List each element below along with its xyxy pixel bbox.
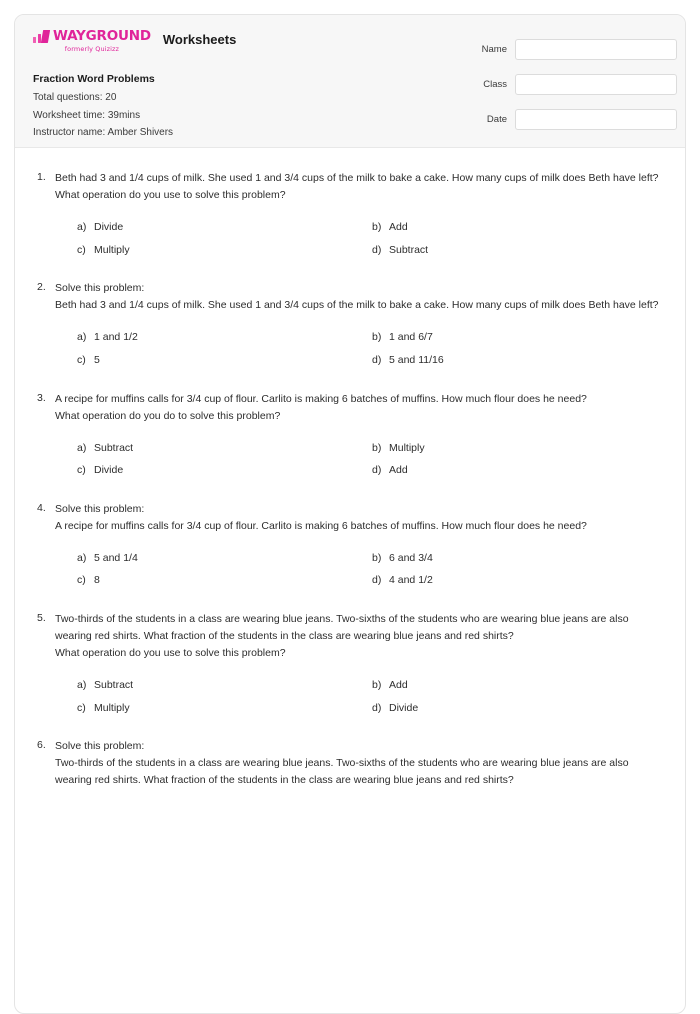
option-text: 1 and 1/2 xyxy=(94,331,138,344)
option-letter: d) xyxy=(372,574,382,587)
instructor-name: Instructor name: Amber Shivers xyxy=(33,127,174,138)
field-row-name xyxy=(447,39,677,60)
question-prompt: What operation do you do to solve this problem? xyxy=(55,409,281,422)
option-text: Subtract xyxy=(94,441,134,454)
answer-options xyxy=(55,679,667,715)
answer-option[interactable] xyxy=(77,574,372,588)
answer-option[interactable] xyxy=(77,331,372,345)
wayground-logo xyxy=(33,29,151,52)
option-letter: a) xyxy=(77,551,87,564)
option-text: 5 xyxy=(94,353,100,366)
answer-options xyxy=(55,331,667,367)
question-text: Solve this problem: xyxy=(55,740,145,753)
question-prompt: Beth had 3 and 1/4 cups of milk. She used 1 and 3/4 cups of the milk to bake a cake. How many cups of milk does Beth have left? xyxy=(55,299,659,312)
option-text: Divide xyxy=(94,464,124,477)
answer-option[interactable] xyxy=(77,552,372,566)
option-letter: c) xyxy=(77,353,86,366)
worksheet-header xyxy=(15,15,685,148)
option-text: 5 and 11/16 xyxy=(389,353,444,366)
answer-option[interactable] xyxy=(372,331,667,345)
question-text: Solve this problem: xyxy=(55,502,145,515)
option-text: 1 and 6/7 xyxy=(389,331,433,344)
answer-option[interactable] xyxy=(77,702,372,716)
option-text: 4 and 1/2 xyxy=(389,574,433,587)
total-questions: Total questions: 20 xyxy=(33,92,117,103)
option-letter: b) xyxy=(372,551,382,564)
question-number: 4. xyxy=(37,501,46,514)
option-text: 8 xyxy=(94,574,100,587)
question-number: 2. xyxy=(37,281,46,294)
field-label-class: Class xyxy=(483,79,507,90)
question-number: 6. xyxy=(37,739,46,752)
question-body xyxy=(55,280,667,367)
worksheet-title: Fraction Word Problems xyxy=(33,73,155,85)
question-text: Two-thirds of the students in a class are wearing blue jeans. Two-sixths of the students who are wearing blue jeans are also wearing red shirts. What fraction of the students in the class are wearing blue jeans and red shirts? xyxy=(55,613,629,643)
question-item xyxy=(29,611,667,715)
option-text: Divide xyxy=(389,701,419,714)
option-letter: b) xyxy=(372,679,382,692)
option-letter: d) xyxy=(372,353,382,366)
field-label-name: Name xyxy=(481,44,507,55)
option-text: Multiply xyxy=(94,701,130,714)
option-letter: a) xyxy=(77,441,87,454)
option-letter: d) xyxy=(372,701,382,714)
option-text: Multiply xyxy=(94,243,130,256)
question-item xyxy=(29,501,667,588)
question-text: A recipe for muffins calls for 3/4 cup of flour. Carlito is making 6 batches of muffins. How much flour does he need? xyxy=(55,392,587,405)
student-fields xyxy=(447,39,677,144)
answer-options xyxy=(55,442,667,478)
answer-option[interactable] xyxy=(372,702,667,716)
option-letter: c) xyxy=(77,464,86,477)
option-text: Add xyxy=(389,464,408,477)
option-text: Add xyxy=(389,679,408,692)
field-label-date: Date xyxy=(486,114,507,125)
option-letter: b) xyxy=(372,221,382,233)
worksheet-time: Worksheet time: 39mins xyxy=(33,109,141,121)
question-item xyxy=(29,170,667,257)
field-input-name[interactable] xyxy=(515,39,677,60)
question-prompt: What operation do you use to solve this problem? xyxy=(55,647,286,660)
question-body xyxy=(55,501,667,588)
questions-list xyxy=(15,148,685,789)
answer-option[interactable] xyxy=(372,552,667,566)
answer-option[interactable] xyxy=(372,679,667,693)
answer-option[interactable] xyxy=(372,464,667,478)
option-letter: c) xyxy=(77,243,86,256)
answer-option[interactable] xyxy=(77,464,372,478)
question-number: 5. xyxy=(37,612,46,625)
answer-option[interactable] xyxy=(372,354,667,368)
question-body xyxy=(55,611,667,715)
logo-wordmark: WAYGROUND xyxy=(53,28,151,44)
option-letter: a) xyxy=(77,679,87,692)
wayground-mark-icon xyxy=(33,30,50,43)
option-letter: b) xyxy=(372,441,382,454)
option-letter: c) xyxy=(77,701,86,714)
field-input-date[interactable] xyxy=(515,109,677,130)
option-text: Divide xyxy=(94,221,124,233)
question-item xyxy=(29,280,667,367)
answer-option[interactable] xyxy=(372,221,667,235)
logo-subtitle: formerly Quizizz xyxy=(64,44,120,53)
question-prompt: A recipe for muffins calls for 3/4 cup of flour. Carlito is making 6 batches of muffins. How much flour does he need? xyxy=(55,519,587,532)
option-letter: b) xyxy=(372,331,382,344)
option-letter: d) xyxy=(372,243,382,256)
option-letter: c) xyxy=(77,574,86,587)
question-item xyxy=(29,391,667,478)
answer-option[interactable] xyxy=(372,442,667,456)
question-body xyxy=(55,391,667,478)
worksheet-card xyxy=(14,14,686,1014)
answer-option[interactable] xyxy=(372,574,667,588)
logo-main xyxy=(33,30,151,44)
option-letter: a) xyxy=(77,221,87,233)
question-number: 3. xyxy=(37,391,46,404)
question-body xyxy=(55,738,667,789)
question-text: Beth had 3 and 1/4 cups of milk. She used 1 and 3/4 cups of the milk to bake a cake. How many cups of milk does Beth have left? xyxy=(55,172,659,184)
app-title: Worksheets xyxy=(162,32,237,47)
option-text: 6 and 3/4 xyxy=(389,551,433,564)
option-letter: a) xyxy=(77,331,87,344)
option-letter: d) xyxy=(372,464,382,477)
field-input-class[interactable] xyxy=(515,74,677,95)
question-prompt: Two-thirds of the students in a class are wearing blue jeans. Two-sixths of the students who are wearing blue jeans are also wearing red shirts. What fraction of the students in the class are wearing blue jeans and red shirts? xyxy=(55,757,629,787)
field-row-class xyxy=(447,74,677,95)
answer-options xyxy=(55,552,667,588)
field-row-date xyxy=(447,109,677,130)
option-text: Add xyxy=(389,221,408,233)
answer-option[interactable] xyxy=(372,244,667,258)
option-text: 5 and 1/4 xyxy=(94,551,138,564)
answer-options xyxy=(55,221,667,257)
question-prompt: What operation do you use to solve this problem? xyxy=(55,189,286,201)
option-text: Subtract xyxy=(94,679,134,692)
question-item xyxy=(29,738,667,789)
question-body xyxy=(55,170,667,257)
option-text: Multiply xyxy=(389,441,425,454)
answer-option[interactable] xyxy=(77,679,372,693)
answer-option[interactable] xyxy=(77,244,372,258)
answer-option[interactable] xyxy=(77,354,372,368)
question-number: 1. xyxy=(37,171,46,183)
option-text: Subtract xyxy=(389,243,429,256)
answer-option[interactable] xyxy=(77,442,372,456)
answer-option[interactable] xyxy=(77,221,372,235)
question-text: Solve this problem: xyxy=(55,282,145,295)
